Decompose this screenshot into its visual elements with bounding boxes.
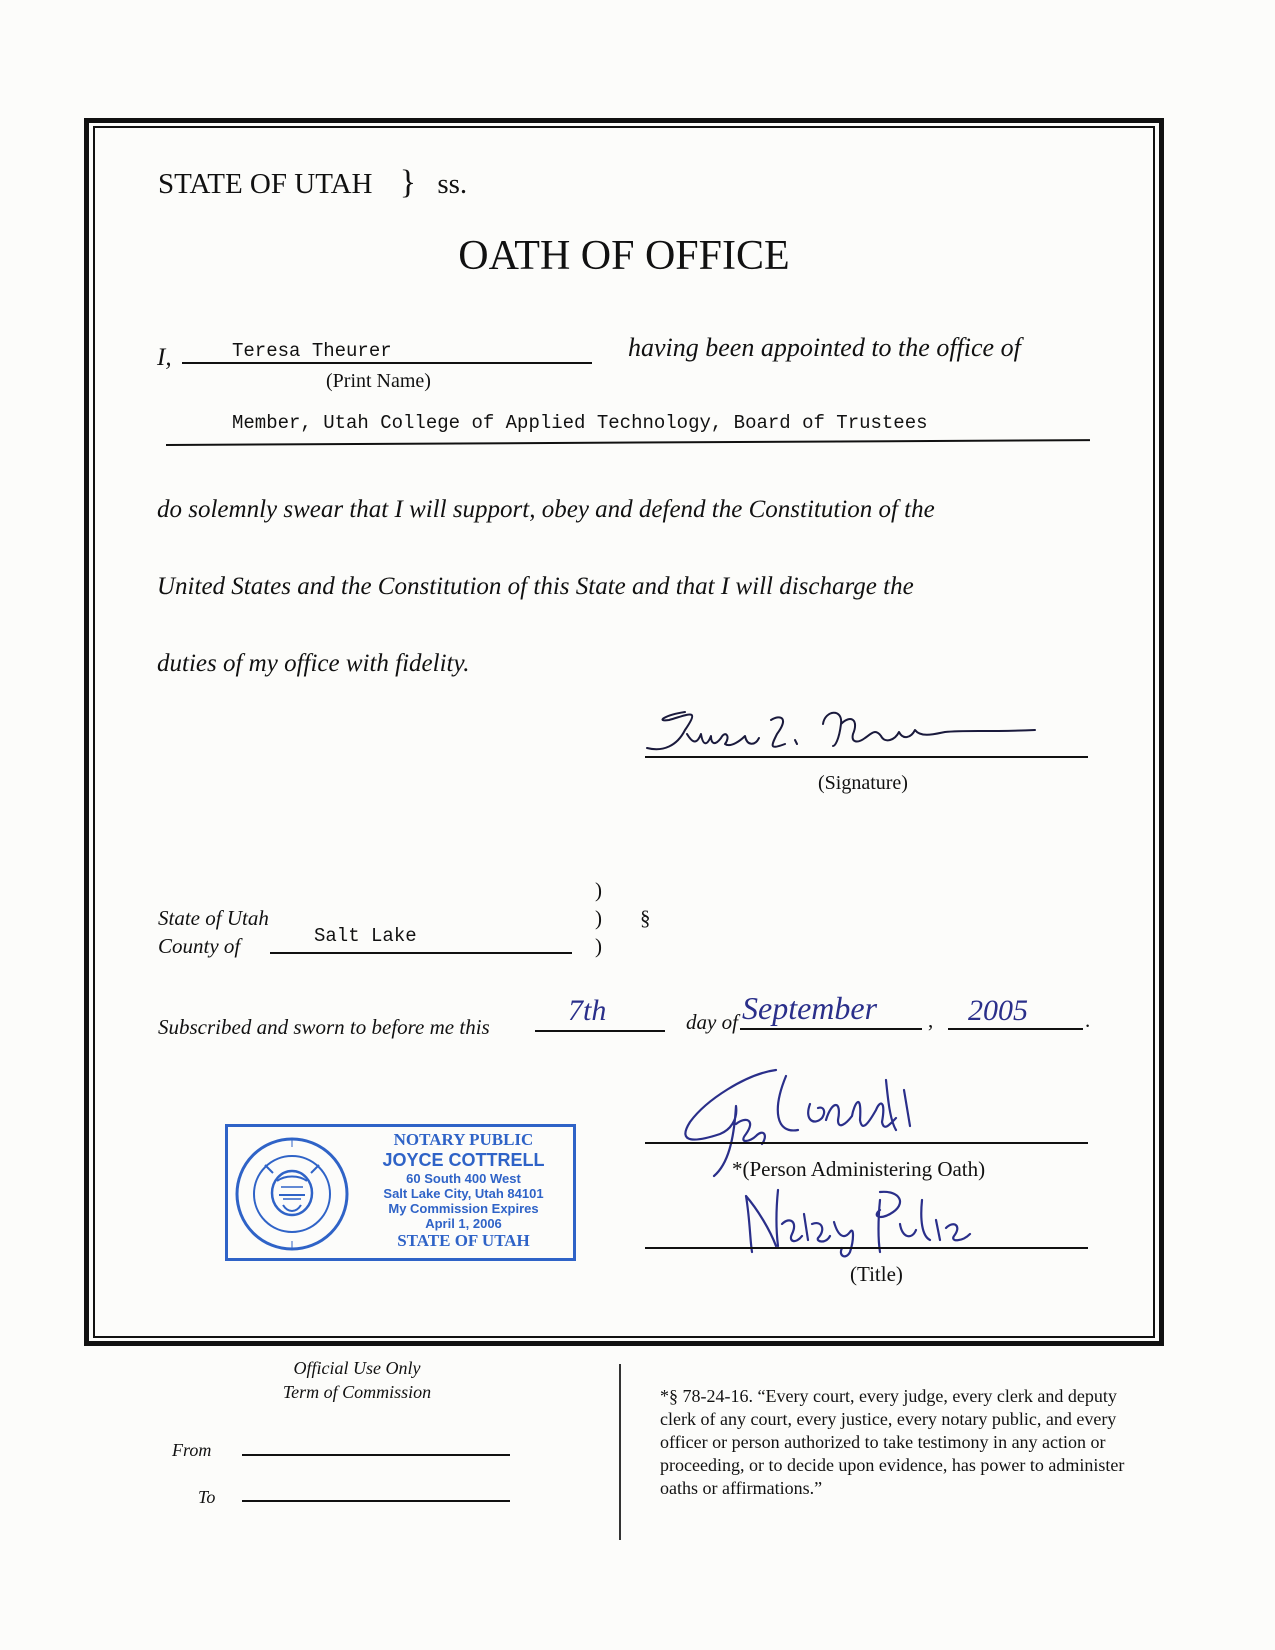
title-line	[645, 1247, 1088, 1249]
oath-line-1: do solemnly swear that I will support, obey and defend the Constitution of the	[157, 496, 935, 523]
venue-county-label: County of	[158, 934, 241, 958]
state-header	[158, 164, 467, 202]
venue-paren-1: )	[595, 878, 602, 902]
signature-line	[645, 756, 1088, 758]
day-value: 7th	[568, 994, 607, 1027]
oath-line-3: duties of my office with fidelity.	[157, 650, 470, 677]
footer-divider	[619, 1364, 621, 1540]
print-name-line	[182, 362, 592, 364]
year-value: 2005	[968, 994, 1028, 1027]
stamp-expires-label: My Commission Expires	[388, 1201, 539, 1216]
print-name-value: Teresa Theurer	[232, 340, 392, 362]
administrator-label: *(Person Administering Oath)	[732, 1157, 986, 1181]
stamp-state: STATE OF UTAH	[397, 1231, 530, 1250]
section-mark: §	[640, 906, 651, 930]
year-line	[948, 1028, 1083, 1030]
print-name-label: (Print Name)	[326, 370, 431, 392]
footnote-text: *§ 78-24-16. “Every court, every judge, every clerk and deputy clerk of any court, every justice, every notary public, and every officer or person authorized to take testimony in any action or proceeding, or to decide upon evidence, has power to administer oaths or affirmations.”	[660, 1386, 1125, 1498]
stamp-address-1: 60 South 400 West	[406, 1171, 521, 1186]
to-label: To	[198, 1487, 216, 1507]
stamp-expires-date: April 1, 2006	[425, 1216, 502, 1231]
notary-stamp	[225, 1124, 576, 1261]
appointed-text: having been appointed to the office of	[628, 333, 1021, 362]
county-value: Salt Lake	[314, 925, 417, 947]
venue-paren-3: )	[595, 934, 602, 958]
title-label: (Title)	[850, 1262, 903, 1286]
signature-label: (Signature)	[818, 772, 908, 794]
county-line	[270, 952, 572, 954]
state-header-text: STATE OF UTAH	[158, 168, 373, 200]
stamp-notary-name: JOYCE COTTRELL	[382, 1150, 545, 1170]
oath-line-2: United States and the Constitution of this State and that I will discharge the	[157, 573, 914, 600]
from-line	[242, 1454, 510, 1456]
office-value: Member, Utah College of Applied Technology, Board of Trustees	[232, 412, 928, 434]
administrator-line	[645, 1142, 1088, 1144]
date-period: .	[1085, 1008, 1091, 1032]
month-line	[740, 1028, 922, 1030]
brace: }	[399, 164, 417, 201]
month-value: September	[742, 990, 878, 1026]
official-use-subtitle: Term of Commission	[282, 1382, 432, 1402]
day-of-label: day of	[686, 1010, 738, 1034]
i-prefix: I,	[157, 344, 172, 371]
day-line	[535, 1030, 665, 1032]
handwritten-signature	[645, 700, 1065, 760]
date-comma: ,	[928, 1008, 934, 1032]
stamp-text-block	[356, 1131, 571, 1249]
state-seal	[233, 1135, 351, 1258]
ss-abbrev: ss.	[437, 168, 468, 200]
stamp-address-2: Salt Lake City, Utah 84101	[383, 1186, 544, 1201]
from-label: From	[172, 1440, 212, 1460]
venue-state-label: State of Utah	[158, 906, 269, 930]
venue-paren-2: )	[595, 906, 602, 930]
stamp-title: NOTARY PUBLIC	[393, 1130, 534, 1149]
page-title: OATH OF OFFICE	[458, 233, 790, 279]
official-use-title: Official Use Only	[293, 1358, 421, 1378]
subscribed-text: Subscribed and sworn to before me this	[158, 1015, 490, 1039]
to-line	[242, 1500, 510, 1502]
